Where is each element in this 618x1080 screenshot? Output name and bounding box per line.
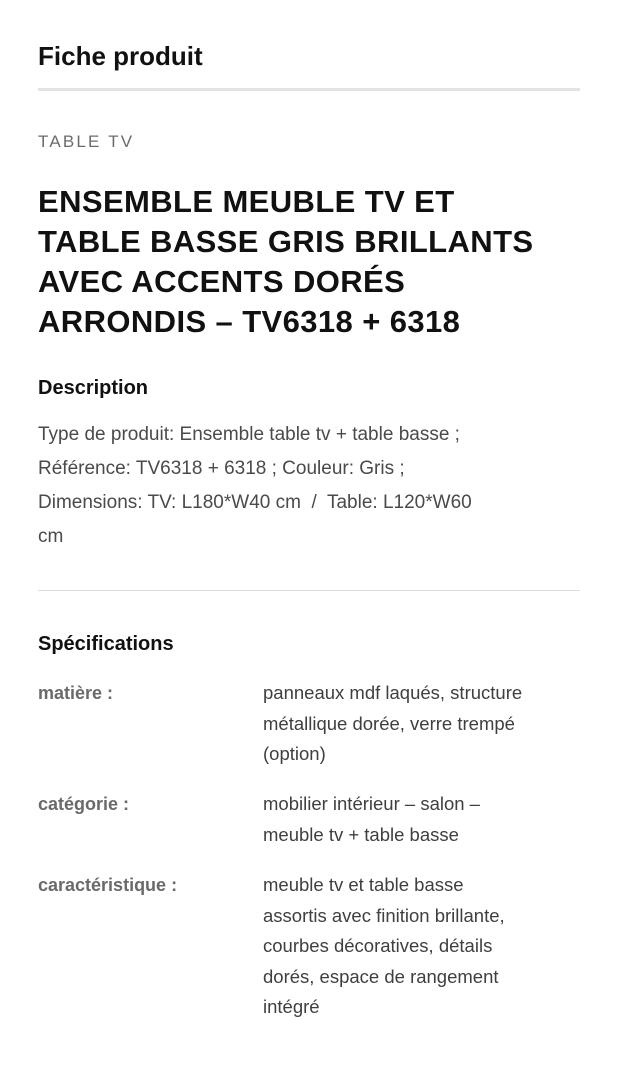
header-divider (38, 88, 580, 91)
description-line: cm (38, 526, 64, 547)
spec-value-line: meuble tv + table basse (263, 823, 459, 845)
spec-value-line: mobilier intérieur – salon – (263, 793, 480, 814)
product-title-line: ARRONDIS – TV6318 + 6318 (38, 304, 461, 339)
spec-value (263, 870, 593, 1023)
section-divider (38, 590, 580, 591)
spec-value (263, 789, 593, 850)
description-line: Type de produit: Ensemble table tv + table basse ; (38, 424, 460, 445)
spec-label: catégorie : (38, 794, 130, 814)
description-line: Dimensions: TV: L180*W40 cm / Table: L120*W60 (38, 492, 472, 513)
page-title: Fiche produit (38, 41, 203, 71)
spec-value-line: assortis avec finition brillante, (263, 904, 505, 926)
spec-value-line: courbes décoratives, détails (263, 935, 493, 957)
page-header (38, 38, 580, 74)
description-heading: Description (38, 377, 149, 399)
spec-value-line: métallique dorée, verre trempé (263, 712, 515, 734)
spec-value-line: dorés, espace de rangement (263, 965, 499, 987)
description-line: Référence: TV6318 + 6318 ; Couleur: Gris ; (38, 458, 405, 479)
spec-value (263, 678, 593, 770)
spec-value-line: meuble tv et table basse (263, 874, 464, 895)
specifications-heading: Spécifications (38, 633, 174, 655)
product-title-line: ENSEMBLE MEUBLE TV ET (38, 184, 455, 219)
spec-value-line: intégré (263, 996, 320, 1018)
product-title-line: TABLE BASSE GRIS BRILLANTS (38, 224, 534, 259)
product-title-line: AVEC ACCENTS DORÉS (38, 264, 406, 299)
spec-value-line: panneaux mdf laqués, structure (263, 682, 523, 703)
product-title (38, 182, 588, 342)
description-text (38, 418, 580, 554)
spec-label: matière : (38, 683, 114, 703)
spec-value-line: (option) (263, 743, 326, 765)
spec-label: caractéristique : (38, 875, 178, 895)
product-category: TABLE TV (38, 132, 135, 151)
